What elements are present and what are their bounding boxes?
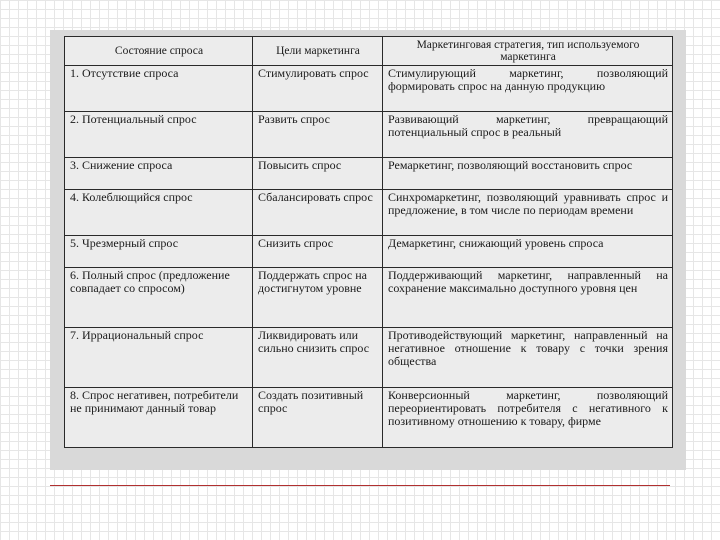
marketing-goal-cell: Развить спрос — [253, 112, 383, 158]
demand-state-cell: 4. Колеблющийся спрос — [65, 190, 253, 236]
table-row — [65, 328, 673, 388]
table-row — [65, 190, 673, 236]
table-row — [65, 66, 673, 112]
header-demand-state: Состояние спроса — [65, 37, 253, 66]
marketing-strategy-cell: Конверсионный маркетинг, позволяющий переориентировать потребителя с негативного к позитивному отношению к товару, фирме — [383, 388, 673, 448]
marketing-strategy-cell: Развивающий маркетинг, превращающий потенциальный спрос в реальный — [383, 112, 673, 158]
marketing-goal-cell: Повысить спрос — [253, 158, 383, 190]
header-marketing-goal: Цели маркетинга — [253, 37, 383, 66]
demand-state-cell: 2. Потенциальный спрос — [65, 112, 253, 158]
demand-state-cell: 6. Полный спрос (предложение совпадает со спросом) — [65, 268, 253, 328]
marketing-strategy-cell: Демаркетинг, снижающий уровень спроса — [383, 236, 673, 268]
marketing-goal-cell: Сбалансировать спрос — [253, 190, 383, 236]
demand-state-cell: 1. Отсутствие спроса — [65, 66, 253, 112]
marketing-goal-cell: Ликвидировать или сильно снизить спрос — [253, 328, 383, 388]
marketing-goal-cell: Снизить спрос — [253, 236, 383, 268]
table-header-row — [65, 37, 673, 66]
table-row — [65, 158, 673, 190]
table-row — [65, 388, 673, 448]
marketing-strategy-cell: Синхромаркетинг, позволяющий уравнивать спрос и предложение, в том числе по периодам времени — [383, 190, 673, 236]
marketing-strategy-cell: Стимулирующий маркетинг, позволяющий формировать спрос на данную продукцию — [383, 66, 673, 112]
marketing-goal-cell: Стимулировать спрос — [253, 66, 383, 112]
demand-marketing-table — [64, 36, 673, 448]
divider-line — [50, 485, 670, 486]
marketing-strategy-cell: Поддерживающий маркетинг, направленный на сохранение максимально доступного уровня цен — [383, 268, 673, 328]
table-row — [65, 112, 673, 158]
demand-state-cell: 3. Снижение спроса — [65, 158, 253, 190]
marketing-goal-cell: Поддержать спрос на достигнутом уровне — [253, 268, 383, 328]
table-row — [65, 268, 673, 328]
marketing-strategy-cell: Противодействующий маркетинг, направленный на негативное отношение к товару с точки зрения общества — [383, 328, 673, 388]
demand-state-cell: 7. Иррациональный спрос — [65, 328, 253, 388]
marketing-strategy-cell: Ремаркетинг, позволяющий восстановить спрос — [383, 158, 673, 190]
table-row — [65, 236, 673, 268]
marketing-goal-cell: Создать позитивный спрос — [253, 388, 383, 448]
header-marketing-strategy: Маркетинговая стратегия, тип используемого маркетинга — [383, 37, 673, 66]
demand-state-cell: 5. Чрезмерный спрос — [65, 236, 253, 268]
demand-state-cell: 8. Спрос негативен, потребители не принимают данный товар — [65, 388, 253, 448]
